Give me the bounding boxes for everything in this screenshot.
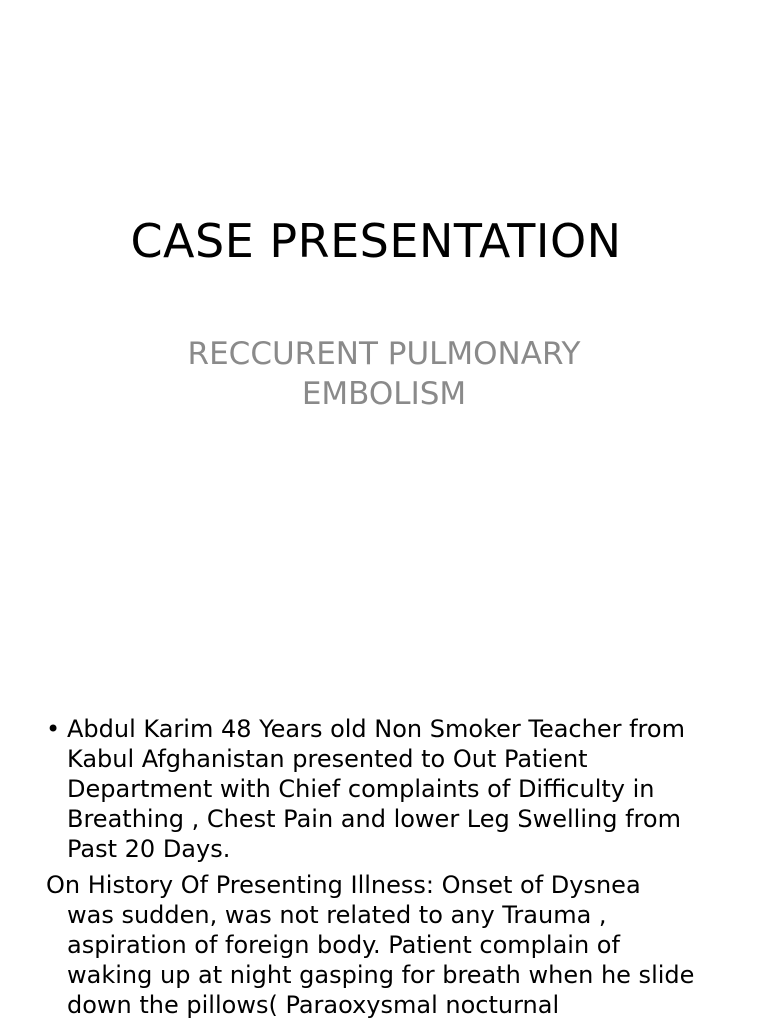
- history-text-line: aspiration of foreign body. Patient complain of: [67, 931, 620, 959]
- history-text-line: was sudden, was not related to any Trauma ,: [67, 901, 607, 929]
- bullet-text-line: Kabul Afghanistan presented to Out Patient: [67, 745, 588, 773]
- history-text-line: On History Of Presenting Illness: Onset of Dysnea: [46, 871, 641, 899]
- history-text-line: waking up at night gasping for breath when he slide: [67, 961, 695, 989]
- case-details-slide: [0, 712, 768, 1024]
- bullet-text-line: Abdul Karim 48 Years old Non Smoker Teacher from: [67, 715, 685, 743]
- bullet-icon: •: [46, 715, 61, 743]
- history-paragraph: [46, 870, 746, 1020]
- subtitle-line: RECCURENT PULMONARY: [187, 336, 581, 372]
- bullet-text-line: Department with Chief complaints of Difficulty in: [67, 775, 655, 803]
- patient-summary-bullet: [46, 714, 746, 864]
- bullet-text-line: Past 20 Days.: [67, 835, 231, 863]
- slide-title: CASE PRESENTATION: [130, 214, 622, 268]
- history-text-line: down the pillows( Paraoxysmal nocturnal: [67, 991, 560, 1019]
- bullet-text-line: Breathing , Chest Pain and lower Leg Swelling from: [67, 805, 681, 833]
- subtitle-line: EMBOLISM: [301, 376, 467, 412]
- slide-subtitle: [0, 334, 768, 414]
